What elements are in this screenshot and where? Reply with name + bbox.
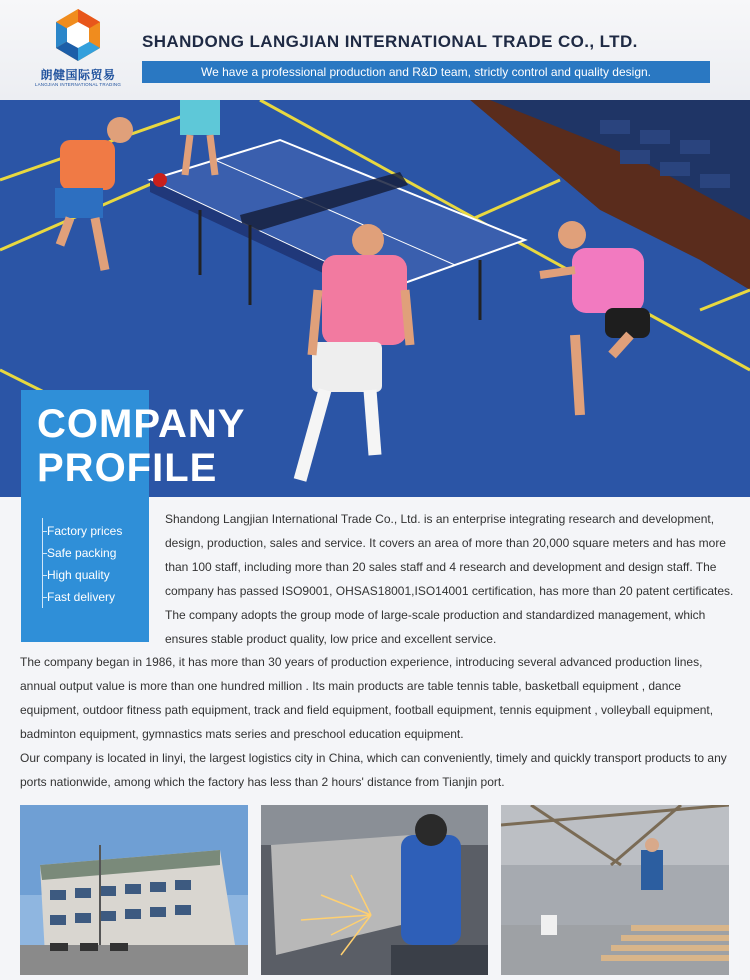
tagline-banner: We have a professional production and R&D team, strictly control and quality design. xyxy=(142,61,710,83)
wood-workshop-photo xyxy=(501,805,729,975)
profile-title-line2: PROFILE xyxy=(37,446,218,490)
feature-factory-prices: Factory prices xyxy=(47,524,123,538)
profile-title-line1: COMPANY xyxy=(37,402,246,446)
logo-chinese-name: 朗健国际贸易 xyxy=(40,68,116,82)
page-header xyxy=(0,0,750,100)
hexagon-logo-icon xyxy=(54,8,102,62)
feature-high-quality: High quality xyxy=(47,568,110,582)
feature-fast-delivery: Fast delivery xyxy=(47,590,116,604)
paragraph-intro: Shandong Langjian International Trade Co., Ltd. is an enterprise integrating research and development, design, production, sales and service. It covers an area of more than 20,000 square meters and has more than 100 staff, including more than 20 sales staff and 4 research and development and design staff. The company has passed ISO9001, OHSAS18001,ISO14001 certification, has more than 20 patent certificates. The company adopts the group mode of large-scale production and standardized management, which ensures stable product quality, low price and excellent service. xyxy=(165,512,734,646)
feature-safe-packing: Safe packing xyxy=(47,546,117,560)
company-logo[interactable] xyxy=(30,6,126,92)
company-name: SHANDONG LANGJIAN INTERNATIONAL TRADE CO., LTD. xyxy=(142,32,638,51)
paragraph-history: The company began in 1986, it has more than 30 years of production experience, introducing several advanced production lines, annual output value is more than one hundred million . Its main products are table tennis table, basketball equipment , dance equipment, outdoor fitness path equipment, track and field equipment, football equipment, tennis equipment , volleyball equipment, badminton equipment, gymnastics mats series and preschool education equipment. xyxy=(20,655,714,741)
logo-english-name: LANGJIAN INTERNATIONAL TRADING xyxy=(34,82,122,87)
welding-worker-photo xyxy=(261,805,488,975)
paragraph-location: Our company is located in linyi, the largest logistics city in China, which can conveniently, timely and quickly transport products to any ports nationwide, among which the factory has less than 2 hours' distance from Tianjin port. xyxy=(20,751,727,789)
profile-title xyxy=(37,402,245,490)
factory-building-photo xyxy=(20,805,248,975)
